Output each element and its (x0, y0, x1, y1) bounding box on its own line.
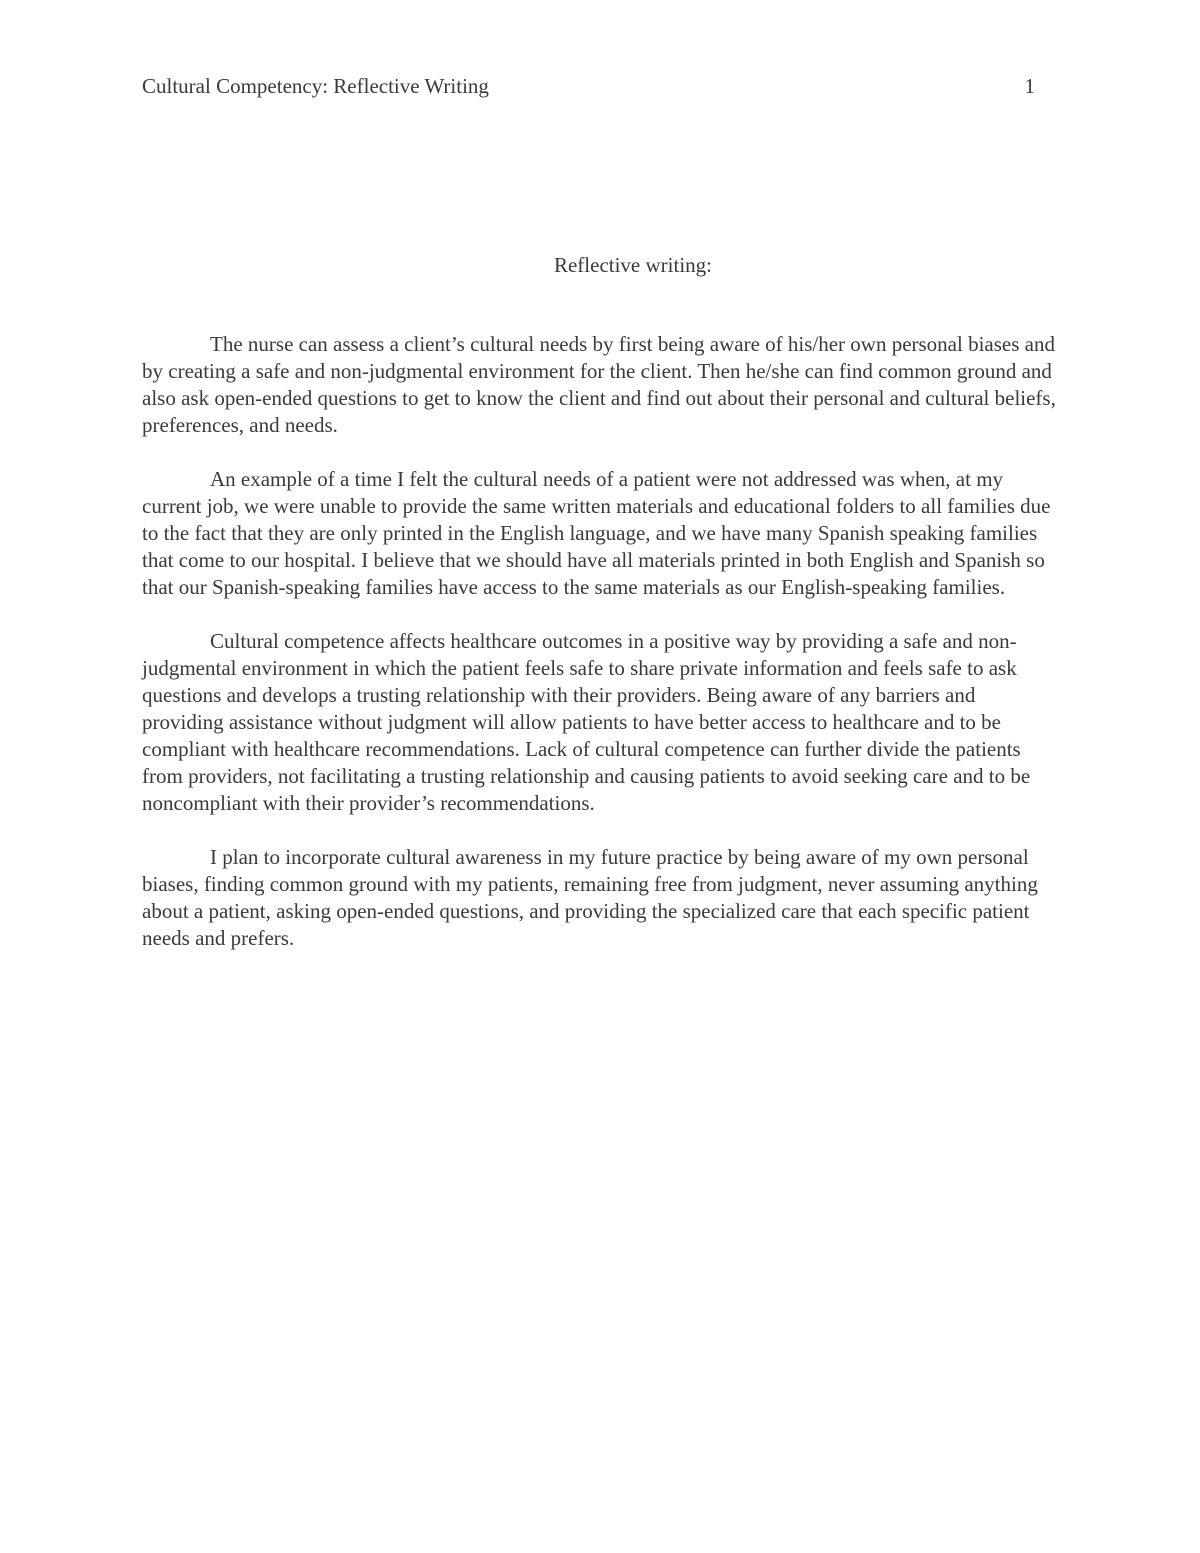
page-number: 1 (1024, 74, 1035, 98)
body-text (142, 331, 1062, 979)
paragraph-assessing-cultural-needs: The nurse can assess a client’s cultural needs by first being aware of his/her own personal biases and by creating a safe and non-judgmental environment for the client. Then he/she can find common ground and also ask open-ended questions to get to know the client and find out about their personal and cultural beliefs, preferences, and needs. (142, 332, 1056, 437)
paragraph-example-unmet-needs: An example of a time I felt the cultural needs of a patient were not addressed was when, at my current job, we were unable to provide the same written materials and educational folders to all families due to the fact that they are only printed in the English language, and we have many Spanish speaking families that come to our hospital. I believe that we should have all materials printed in both English and Spanish so that our Spanish-speaking families have access to the same materials as our English-speaking families. (142, 467, 1051, 599)
paragraph-future-practice: I plan to incorporate cultural awareness in my future practice by being aware of my own personal biases, finding common ground with my patients, remaining free from judgment, never assuming anything about a patient, asking open-ended questions, and providing the specialized care that each specific patient needs and prefers. (142, 845, 1038, 950)
paragraph-healthcare-outcomes: Cultural competence affects healthcare outcomes in a positive way by providing a safe and non-judgmental environment in which the patient feels safe to share private information and feels safe to ask questions and develops a trusting relationship with their providers. Being aware of any barriers and providing assistance without judgment will allow patients to have better access to healthcare and to be compliant with healthcare recommendations. Lack of cultural competence can further divide the patients from providers, not facilitating a trusting relationship and causing patients to avoid seeking care and to be noncompliant with their provider’s recommendations. (142, 629, 1031, 815)
running-head: Cultural Competency: Reflective Writing (142, 74, 489, 98)
document-title: Reflective writing: (553, 253, 713, 277)
